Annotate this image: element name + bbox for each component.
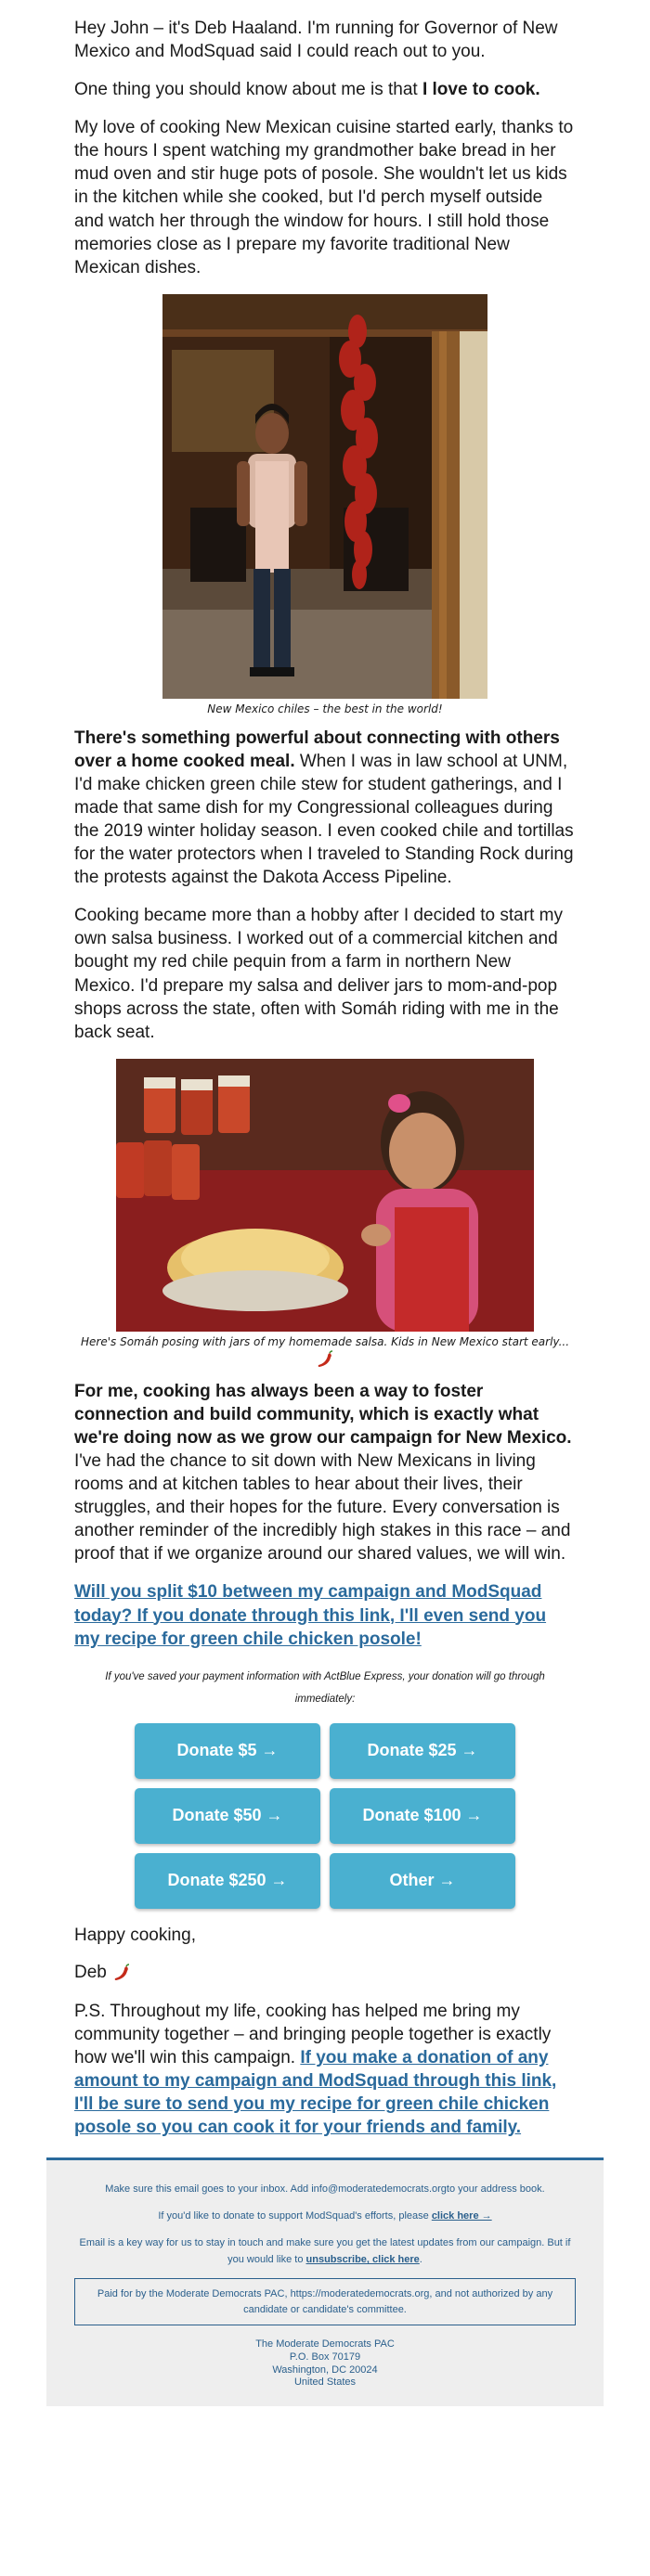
donate-250-button[interactable]: Donate $250 → [135, 1853, 320, 1909]
donate-100-button[interactable]: Donate $100 → [330, 1788, 515, 1844]
signature [74, 1963, 576, 1983]
email-body [74, 0, 576, 2139]
cta-paragraph [74, 1580, 576, 1650]
home-cooked-paragraph [74, 727, 576, 890]
chile-ristra-photo [162, 294, 488, 699]
support-lead: If you'd like to donate to support ModSquad's efforts, please [158, 2210, 432, 2222]
community-bold: For me, cooking has always been a way to foster connection and build community, which is exactly what we're doing now as we grow our campaign for New Mexico. [74, 1381, 572, 1448]
unsubscribe-lead: Email is a key way for us to stay in touch and make sure you get the latest updates from our campaign. But if you would like to [79, 2236, 571, 2266]
address-line-city: Washington, DC 20024 [272, 2363, 378, 2376]
community-paragraph [74, 1380, 576, 1566]
address-line-box: P.O. Box 70179 [289, 2351, 361, 2363]
salsa-business-paragraph: Cooking became more than a hobby after I decided to start my own salsa business. I worked out of a commercial kitchen and bought my red chile pequin from a farm in northern New Mexico. I'd prepare my salsa and deliver jars to mom-and-pop shops across the state, often with Somáh riding with me in the back seat. [74, 906, 563, 1042]
somah-salsa-photo [116, 1059, 534, 1332]
love-to-cook-paragraph [74, 78, 576, 101]
love-to-cook-bold: I love to cook. [422, 80, 540, 100]
paid-for-disclaimer: Paid for by the Moderate Democrats PAC, https://moderatedemocrats.org, and not authorized by any candidate or candidate's committee. [74, 2278, 576, 2325]
photo1-caption: New Mexico chiles – the best in the world! [207, 702, 443, 715]
greeting-paragraph: Hey John – it's Deb Haaland. I'm running for Governor of New Mexico and ModSquad said I could reach out to you. [74, 19, 558, 62]
unsubscribe-end: . [419, 2254, 422, 2266]
ps-donation-link[interactable]: If you make a donation of any amount to my campaign and ModSquad through this link, I'll be sure to send you my recipe for green chile chicken posole so you can cook it for your friends and family. [74, 2048, 557, 2138]
chile-ristra-illustration [162, 294, 488, 699]
signature-name: Deb [74, 1962, 107, 1982]
ps-paragraph [74, 2000, 576, 2139]
photo2-caption: Here's Somáh posing with jars of my homemade salsa. Kids in New Mexico start early... [80, 1334, 570, 1348]
donate-5-button[interactable]: Donate $5 → [135, 1723, 320, 1779]
donate-25-button[interactable]: Donate $25 → [330, 1723, 515, 1779]
support-click-here-link[interactable]: click here → [431, 2210, 492, 2222]
ps-lead: P.S. Throughout my life, cooking has helped me bring my community together – and bringing people together is exactly how we'll win this campaign. [74, 2001, 552, 2068]
community-rest: I've had the chance to sit down with New Mexicans in living rooms and at kitchen tables to hear about their lives, their struggles, and their hopes for the future. Every conversation is another reminder of the incredibly high stakes in this race – and proof that if we organize around our shared values, we will win. [74, 1451, 571, 1565]
donate-50-button[interactable]: Donate $50 → [135, 1788, 320, 1844]
love-to-cook-lead: One thing you should know about me is that [74, 80, 422, 100]
split-donation-link[interactable]: Will you split $10 between my campaign and ModSquad today? If you donate through this link, I'll even send you my recipe for green chile chicken posole! [74, 1582, 547, 1649]
home-cooked-rest: When I was in law school at UNM, I'd make chicken green chile stew for student gatherings, and I made that same dish for my Congressional colleagues during the 2019 winter holiday season. I even cooked chile and tortillas for the water protectors when I traveled to Standing Rock during the protests against the Dakota Access Pipeline. [74, 751, 574, 888]
support-note [74, 2208, 576, 2225]
address-line-country: United States [293, 2376, 357, 2389]
chile-pepper-icon [112, 1964, 131, 1982]
happy-cooking: Happy cooking, [74, 1925, 196, 1945]
unsubscribe-note [74, 2235, 576, 2269]
donate-other-button[interactable]: Other → [330, 1853, 515, 1909]
somah-salsa-illustration [116, 1059, 534, 1332]
grandmother-paragraph: My love of cooking New Mexican cuisine started early, thanks to the hours I spent watching my grandmother bake bread in her mud oven and stir huge pots of posole. She wouldn't let us kids in the kitchen while she cooked, but I'd perch myself outside and watch her through the window for hours. I still hold those memories close as I prepare my favorite traditional New Mexican dishes. [74, 118, 574, 277]
donate-button-grid [135, 1723, 515, 1909]
chile-divider [74, 1350, 576, 1369]
home-cooked-bold: There's something powerful about connecting with others over a home cooked meal. [74, 728, 560, 771]
email-footer [46, 2157, 604, 2406]
actblue-express-note: If you've saved your payment information with ActBlue Express, your donation will go through immediately: [105, 1670, 545, 1705]
chile-pepper-icon [316, 1350, 334, 1369]
mailing-address [74, 2338, 576, 2389]
address-line-org: The Moderate Democrats PAC [255, 2338, 395, 2351]
unsubscribe-link[interactable]: unsubscribe, click here [306, 2254, 420, 2266]
inbox-note: Make sure this email goes to your inbox. Add info@moderatedemocrats.orgto your address book. [105, 2183, 545, 2196]
